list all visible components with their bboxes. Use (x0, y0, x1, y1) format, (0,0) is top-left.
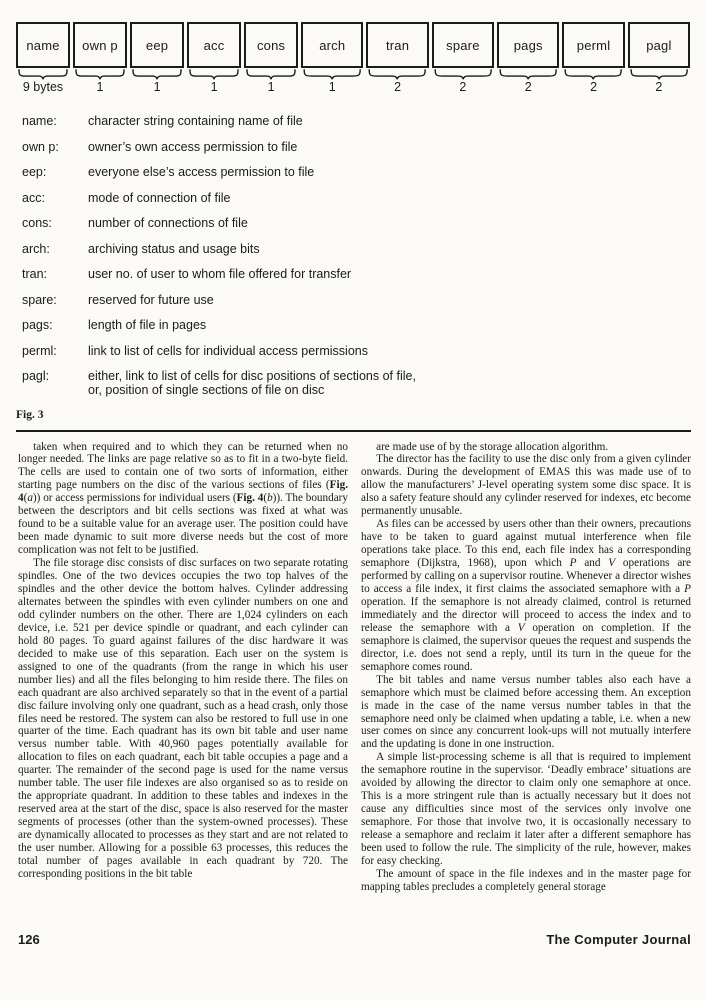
definition-text: number of connections of file (88, 216, 248, 230)
field-byte-count: 2 (459, 80, 467, 94)
underbrace-icon (499, 69, 557, 80)
underbrace-icon (246, 69, 296, 80)
field-label: arch (319, 37, 346, 53)
definition-term: name: (22, 114, 57, 128)
paragraph: The amount of space in the file indexes and in the master page for mapping tables precludes a completely general storage (361, 867, 691, 893)
field-label: cons (256, 37, 286, 53)
field-byte-count: 1 (210, 80, 218, 94)
page-footer (18, 932, 691, 947)
definition-term: arch: (22, 241, 50, 256)
paragraph: are made use of by the storage allocation algorithm. (376, 440, 609, 453)
underbrace-icon (630, 69, 688, 80)
record-field (301, 22, 363, 94)
definition-row (22, 114, 690, 128)
page-number: 126 (18, 932, 40, 947)
right-column (361, 441, 691, 894)
paragraph: A simple list-processing scheme is all that is required to implement the semaphore routine in the supervisor. ‘Deadly embrace’ situations are avoided by allowing the director to claim only one semaphore at once. This is a more stringent rule than is actually necessary but it does not cause any difficulties since most of the services only involve one semaphore. For those that involve two, it is occasionally necessary to release a semaphore and reclaim it later after a different semaphore has been used to follow the rule. The simplicity of the rule, however, makes for easy checking. (361, 751, 691, 867)
definition-term: tran: (22, 267, 48, 281)
definition-term: pagl: (22, 369, 50, 383)
definition-row (22, 242, 690, 256)
field-label: acc (203, 37, 225, 53)
field-cell (366, 22, 428, 68)
field-cell (432, 22, 494, 68)
field-cell (244, 22, 298, 68)
definition-row (22, 318, 690, 332)
paragraph: taken when required and to which they can be returned when no longer needed. The links are page relative so as to fit in a two-byte field. The cells are used to contain one of two sorts of information, either starting page numbers on the disc of the various sections of files (Fig. 4(a)) or access permissions for individual users (Fig. 4(b)). The boundary between the descriptors and bit cells sections was fixed at what was found to be a suitable value for an average user. The position could have been made dynamic to suit more diverse needs but the cost of more complication was not felt to be justified. (18, 440, 348, 557)
left-column (18, 441, 348, 894)
field-byte-count: 1 (96, 80, 104, 94)
definition-row (22, 140, 690, 154)
record-field (130, 22, 184, 94)
underbrace-icon (303, 69, 361, 80)
field-label: perml (576, 37, 611, 53)
definition-row (22, 191, 690, 205)
definition-term: eep: (22, 165, 47, 179)
field-cell (130, 22, 184, 68)
record-field (244, 22, 298, 94)
section-divider (16, 430, 691, 432)
field-cell (16, 22, 70, 68)
definition-row (22, 216, 690, 230)
record-field-diagram (16, 22, 690, 94)
definition-text: everyone else’s access permission to file (88, 165, 315, 179)
definition-row (22, 369, 690, 397)
field-cell (73, 22, 127, 68)
field-cell (301, 22, 363, 68)
field-label: own p (82, 37, 118, 53)
article-body (18, 441, 691, 894)
definition-text: character string containing name of file (88, 114, 303, 128)
definition-text: length of file in pages (88, 318, 207, 332)
field-byte-count: 1 (267, 80, 275, 94)
figure-caption: Fig. 3 (16, 408, 44, 421)
definition-text: archiving status and usage bits (88, 241, 260, 256)
field-byte-count: 9 bytes (22, 80, 64, 94)
definition-text: either, link to list of cells for disc positions of sections of file, or, position of single sections of file on disc (88, 369, 416, 397)
definition-term: perml: (22, 343, 57, 358)
definition-row (22, 293, 690, 307)
field-byte-count: 2 (590, 80, 598, 94)
definition-text: owner’s own access permission to file (88, 139, 298, 154)
definition-term: spare: (22, 292, 57, 307)
field-label: pagl (646, 37, 672, 53)
paragraph: The bit tables and name versus number tables also each have a semaphore which must be claimed before accessing them. An exception is made in the case of the name versus number tables in that the semaphore need only be claimed when updating a table, i.e. when a new user comes on since any concurrent look-ups will not mutually interfere and the updating is done in one instruction. (361, 673, 691, 751)
paragraph: The director has the facility to use the disc only from a given cylinder onwards. During the development of EMAS this was made use of to allow the manufacturers’ J-level operating system some disc space. It is also a safety feature should any cylinder reserved for indexes, etc become permanently unusable. (361, 453, 691, 518)
field-byte-count: 2 (394, 80, 402, 94)
field-byte-count: 2 (524, 80, 532, 94)
field-byte-count: 1 (153, 80, 161, 94)
definition-term: pags: (22, 318, 53, 332)
definition-row (22, 267, 690, 281)
journal-title: The Computer Journal (546, 932, 691, 947)
definition-row (22, 165, 690, 179)
field-label: spare (446, 37, 480, 53)
record-field (73, 22, 127, 94)
definition-text: link to list of cells for individual access permissions (88, 343, 368, 358)
field-cell (628, 22, 690, 68)
definition-text: user no. of user to whom file offered for transfer (88, 267, 352, 281)
field-label: name (26, 37, 60, 53)
field-label: tran (385, 37, 410, 53)
field-cell (562, 22, 624, 68)
record-field (497, 22, 559, 94)
definition-term: own p: (22, 139, 59, 154)
definition-text: mode of connection of file (88, 190, 231, 205)
record-field (187, 22, 241, 94)
field-cell (187, 22, 241, 68)
underbrace-icon (18, 69, 68, 80)
record-field (16, 22, 70, 94)
definition-term: acc: (22, 190, 45, 205)
field-byte-count: 2 (655, 80, 663, 94)
definition-row (22, 344, 690, 358)
paragraph: As files can be accessed by users other than their owners, precautions have to be taken to guard against mutual interference when file operations take place. To this end, each file index has a corresponding semaphore (Dijkstra, 1968), upon which P and V operations are performed by calling on a supervisor routine. Whenever a director wishes to access a file index, it first claims the associated semaphore with a P operation. If the semaphore is not already claimed, control is returned immediately and the director will proceed to access the index and to release the semaphore with a V operation on completion. If the semaphore is claimed, the supervisor queues the request and suspends the director, i.e. does not send a reply, until its turn in the queue for the semaphore comes round. (361, 518, 691, 673)
underbrace-icon (189, 69, 239, 80)
underbrace-icon (434, 69, 492, 80)
field-label: pags (513, 37, 543, 53)
underbrace-icon (368, 69, 426, 80)
field-byte-count: 1 (328, 80, 336, 94)
field-cell (497, 22, 559, 68)
underbrace-icon (75, 69, 125, 80)
paragraph: The file storage disc consists of disc surfaces on two separate rotating spindles. One of the two devices occupies the two top halves of the spindles and the other device the bottom halves. Cylinder addressing alternates between the spindles with even cylinder numbers on one and odd cylinder numbers on the other. There are 1,024 cylinders on each device, i.e. 521 per device spindle or quadrant, and each cylinder can hold 80 pages. To guard against failures of the disc hardware it was decided to make use of this separation. Each user on the system is assigned to one of the quadrants (from the range in which his user number lies) and all the files belonging to him reside there. The files on each quadrant are also archived separately so that in the event of a partial disc failure involving only one quadrant, such as a head crash, only those files need be restored. The system can also be restored to full use in one quarter of the time. Each quadrant has its own bit table and user name versus number table. With 40,960 pages potentially available for allocation to files on each quadrant, each bit table occupies a page and a quarter. The remainder of the second page is used for the name versus number table. The user file indexes are also organised so as to reside on the appropriate quadrant. In addition to these tables and indexes in the reserved area at the start of the disc, space is also reserved for the master segments of processes (other than the system-owned processes). These are dynamically allocated to processes as they start and are not related to the user number. Allowing for a possible 63 processes, this reduces the total number of pages available in each quadrant by 720. The corresponding positions in the bit table (18, 557, 348, 880)
record-field (562, 22, 624, 94)
underbrace-icon (564, 69, 622, 80)
definition-text: reserved for future use (88, 292, 214, 307)
record-field (366, 22, 428, 94)
field-definitions (22, 114, 690, 397)
underbrace-icon (132, 69, 182, 80)
record-field (628, 22, 690, 94)
record-field (432, 22, 494, 94)
field-label: eep (145, 37, 169, 53)
definition-term: cons: (22, 216, 52, 230)
